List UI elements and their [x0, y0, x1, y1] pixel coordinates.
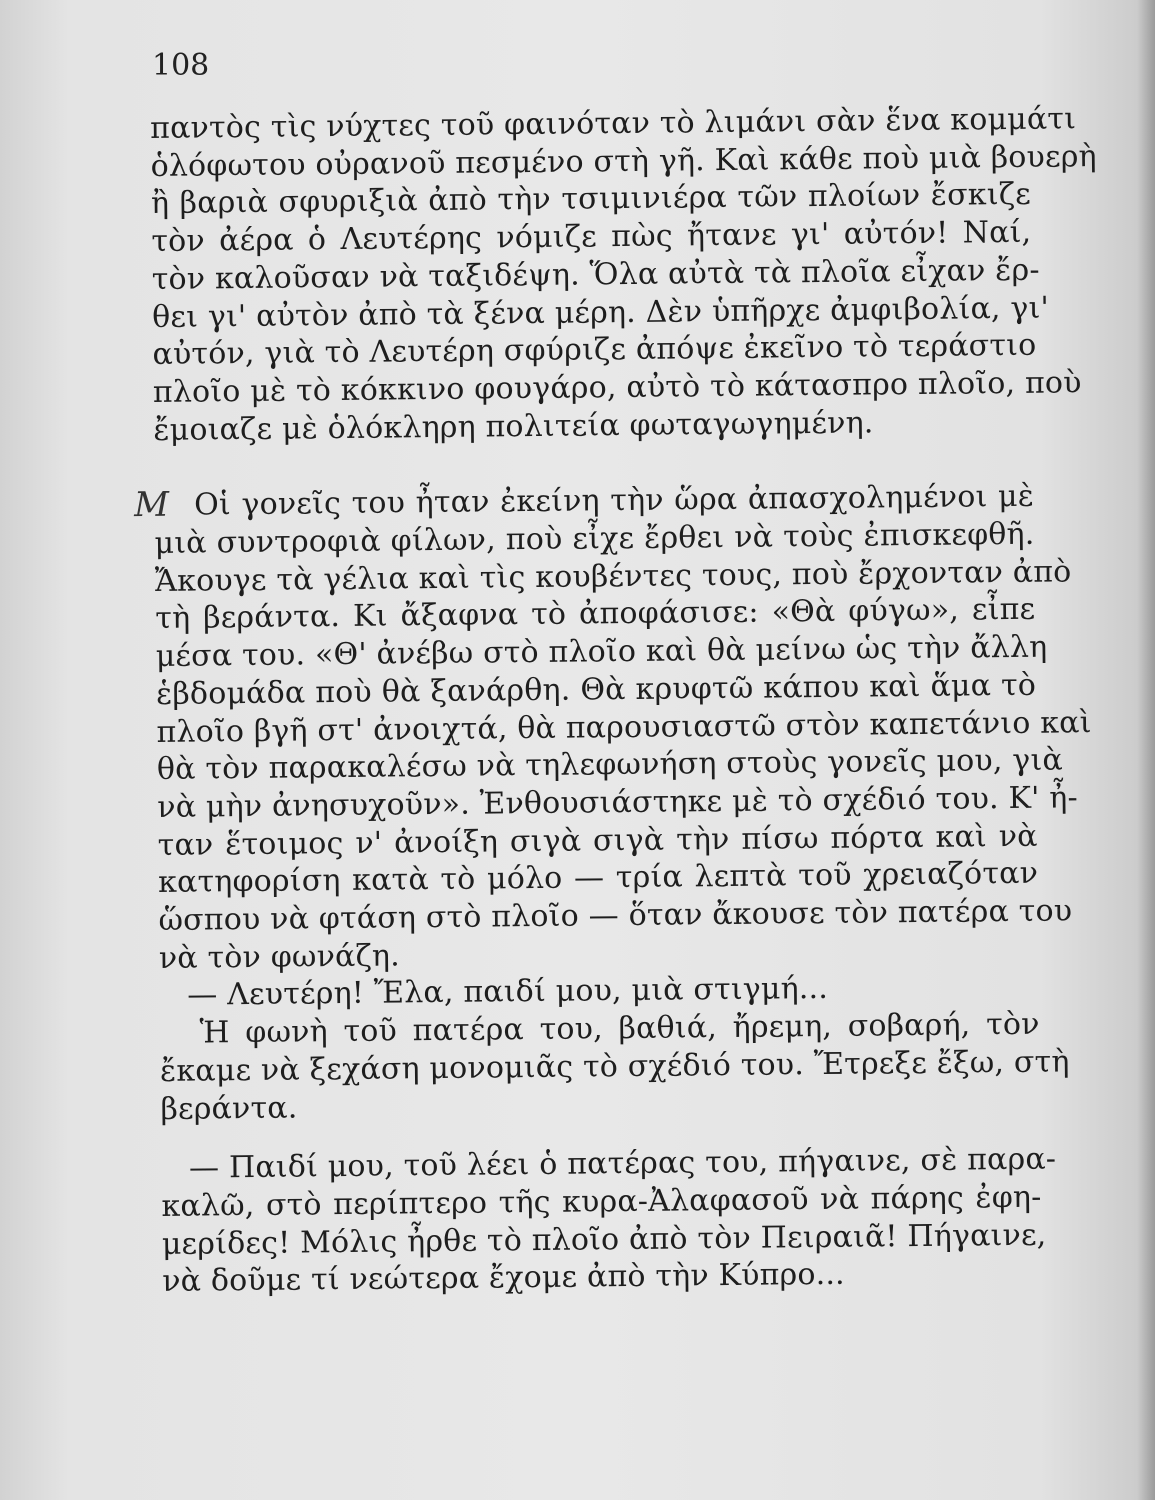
text-line: πλοῖο βγῆ στ' ἀνοιχτά, θὰ παρουσιαστῶ στὸν καπετάνιο καὶ	[156, 704, 1092, 750]
text-line: μερίδες! Μόλις ἦρθε τὸ πλοῖο ἀπὸ τὸν Πειραιᾶ! Πήγαινε,	[161, 1217, 1047, 1262]
text-line: Ἡ φωνὴ τοῦ πατέρα του, βαθιά, ἤρεμη, σοβαρή, τὸν	[199, 1006, 1040, 1051]
text-line: νὰ μὴν ἀνησυχοῦν». Ἐνθουσιάστηκε μὲ τὸ σχέδιό του. Κ' ἦ-	[157, 780, 1079, 825]
text-line: ταν ἕτοιμος ν' ἀνοίξη σιγὰ σιγὰ τὴν πίσω πόρτα καὶ νὰ	[157, 818, 1038, 863]
text-line: καλῶ, στὸ περίπτερο τῆς κυρα-Ἀλαφασοῦ νὰ πάρης ἐφη-	[161, 1179, 1042, 1224]
text-line: τὸν καλοῦσαν νὰ ταξιδέψη. Ὅλα αὐτὰ τὰ πλοῖα εἶχαν ἔρ-	[151, 252, 1040, 297]
text-line: Οἱ γονεῖς του ἦταν ἐκείνη τὴν ὥρα ἀπασχολημένοι μὲ	[193, 479, 1035, 523]
text-line: μιὰ συντροφιὰ φίλων, ποὺ εἶχε ἔρθει νὰ τοὺς ἐπισκεφθῆ.	[154, 516, 1035, 562]
text-line: βεράντα.	[160, 1090, 298, 1127]
text-line: πλοῖο μὲ τὸ κόκκινο φουγάρο, αὐτὸ τὸ κάτασπρο πλοῖο, ποὺ	[152, 365, 1082, 410]
text-line: τὴ βεράντα. Κι ἄξαφνα τὸ ἀποφάσισε: «Θὰ φύγω», εἶπε	[155, 592, 1036, 637]
text-line: ἑβδομάδα ποὺ θὰ ξανάρθη. Θὰ κρυφτῶ κάπου καὶ ἅμα τὸ	[155, 667, 1037, 712]
text-line: ἢ βαριὰ σφυριξιὰ ἀπὸ τὴν τσιμινιέρα τῶν πλοίων ἔσκιζε	[150, 177, 1032, 222]
text-line: Ἄκουγε τὰ γέλια καὶ τὶς κουβέντες τους, ποὺ ἔρχονταν ἀπὸ	[154, 554, 1072, 599]
text-line: θὰ τὸν παρακαλέσω νὰ τηλεφωνήση στοὺς γονεῖς μου, γιὰ	[156, 742, 1064, 788]
text-line: ἔκαμε νὰ ξεχάση μονομιᾶς τὸ σχέδιό του. Ἔτρεξε ἔξω, στὴ	[159, 1044, 1070, 1089]
text-line: ὥσπου νὰ φτάση στὸ πλοῖο — ὅταν ἄκουσε τὸν πατέρα του	[158, 893, 1073, 939]
dialogue-line: — Παιδί μου, τοῦ λέει ὁ πατέρας του, πήγαινε, σὲ παρα-	[188, 1141, 1057, 1186]
body-text	[133, 101, 1097, 1301]
page-edge-shadow	[1137, 0, 1155, 1500]
text-line: νὰ δοῦμε τί νεώτερα ἔχομε ἀπὸ τὴν Κύπρο...	[162, 1257, 846, 1300]
text-line: παντὸς τὶς νύχτες τοῦ φαινόταν τὸ λιμάνι σὰν ἕνα κομμάτι	[150, 101, 1077, 146]
dialogue-line: — Λευτέρη! Ἔλα, παιδί μου, μιὰ στιγμή...	[187, 971, 829, 1014]
page-number: 108	[152, 48, 210, 83]
text-line: θει γι' αὐτὸν ἀπὸ τὰ ξένα μέρη. Δὲν ὑπῆρχε ἀμφιβολία, γι'	[151, 290, 1050, 335]
text-line: νὰ τὸν φωνάζη.	[158, 938, 401, 976]
text-line: αὐτόν, γιὰ τὸ Λευτέρη σφύριζε ἀπόψε ἐκεῖνο τὸ τεράστιο	[152, 327, 1037, 373]
text-line: κατηφορίση κατὰ τὸ μόλο — τρία λεπτὰ τοῦ χρειαζόταν	[157, 856, 1039, 901]
text-line: ἔμοιαζε μὲ ὁλόκληρη πολιτεία φωταγωγημένη.	[153, 405, 874, 448]
text-line: μέσα του. «Θ' ἀνέβω στὸ πλοῖο καὶ θὰ μείνω ὡς τὴν ἄλλη	[155, 629, 1048, 675]
handwritten-mark: Μ	[133, 485, 170, 526]
text-line: ὁλόφωτου οὐρανοῦ πεσμένο στὴ γῆ. Καὶ κάθε ποὺ μιὰ βουερὴ	[150, 138, 1097, 184]
text-line: τὸν ἀέρα ὁ Λευτέρης νόμιζε πὼς ἤτανε γι' αὐτόν! Ναί,	[151, 214, 1032, 260]
